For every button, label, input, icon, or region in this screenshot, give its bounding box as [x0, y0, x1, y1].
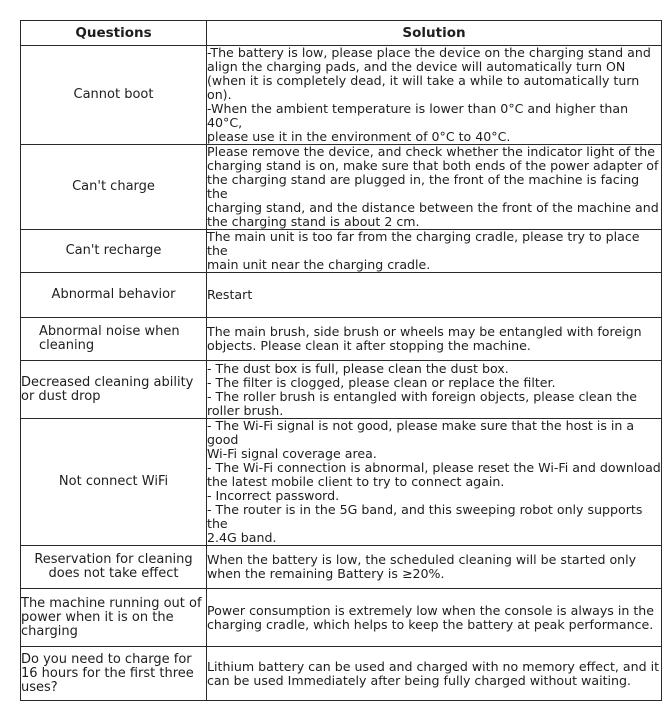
table-row [21, 46, 662, 145]
solution-cell: The main brush, side brush or wheels may be entangled with foreign objects. Please clean it after stopping the machine. [207, 318, 662, 361]
question-cell: Not connect WiFi [21, 419, 207, 546]
question-cell: Reservation for cleaning does not take effect [21, 546, 207, 589]
table-row [21, 273, 662, 318]
header-row [21, 21, 662, 46]
table-row [21, 361, 662, 419]
troubleshooting-table [20, 20, 662, 701]
question-cell: Abnormal noise when cleaning [21, 318, 207, 361]
solution-header: Solution [207, 21, 662, 46]
table-row [21, 318, 662, 361]
solution-cell: -The battery is low, please place the device on the charging stand and align the charging pads, and the device will automatically turn ON (when it is completely dead, it will take a while to automatically turn on). -When the ambient temperature is lower than 0°C and higher than 40°C, please use it in the environment of 0°C to 40°C. [207, 46, 662, 145]
question-cell: Decreased cleaning ability or dust drop [21, 361, 207, 419]
solution-cell: Please remove the device, and check whether the indicator light of the charging stand is on, make sure that both ends of the power adapter of the charging stand are plugged in, the front of the machine is facing the charging stand, and the distance between the front of the machine and the charging stand is about 2 cm. [207, 145, 662, 230]
question-cell: The machine running out of power when it is on the charging [21, 589, 207, 647]
table-row [21, 145, 662, 230]
solution-cell: - The dust box is full, please clean the dust box. - The filter is clogged, please clean or replace the filter. - The roller brush is entangled with foreign objects, please clean the roller brush. [207, 361, 662, 419]
table-row [21, 546, 662, 589]
table-row [21, 589, 662, 647]
question-cell: Do you need to charge for 16 hours for the first three uses? [21, 647, 207, 701]
solution-cell: Power consumption is extremely low when the console is always in the charging cradle, which helps to keep the battery at peak performance. [207, 589, 662, 647]
table-row [21, 230, 662, 273]
question-cell: Can't recharge [21, 230, 207, 273]
table-row [21, 419, 662, 546]
solution-cell: The main unit is too far from the charging cradle, please try to place the main unit near the charging cradle. [207, 230, 662, 273]
solution-cell: Restart [207, 273, 662, 318]
solution-cell: Lithium battery can be used and charged with no memory effect, and it can be used Immediately after being fully charged without waiting. [207, 647, 662, 701]
table-row [21, 647, 662, 701]
questions-header: Questions [21, 21, 207, 46]
question-cell: Cannot boot [21, 46, 207, 145]
solution-cell: When the battery is low, the scheduled cleaning will be started only when the remaining Battery is ≥20%. [207, 546, 662, 589]
question-cell: Can't charge [21, 145, 207, 230]
solution-cell: - The Wi-Fi signal is not good, please make sure that the host is in a good Wi-Fi signal coverage area. - The Wi-Fi connection is abnormal, please reset the Wi-Fi and download the latest mobile client to try to connect again. - Incorrect password. - The router is in the 5G band, and this sweeping robot only supports the 2.4G band. [207, 418, 661, 545]
question-cell: Abnormal behavior [21, 273, 207, 318]
